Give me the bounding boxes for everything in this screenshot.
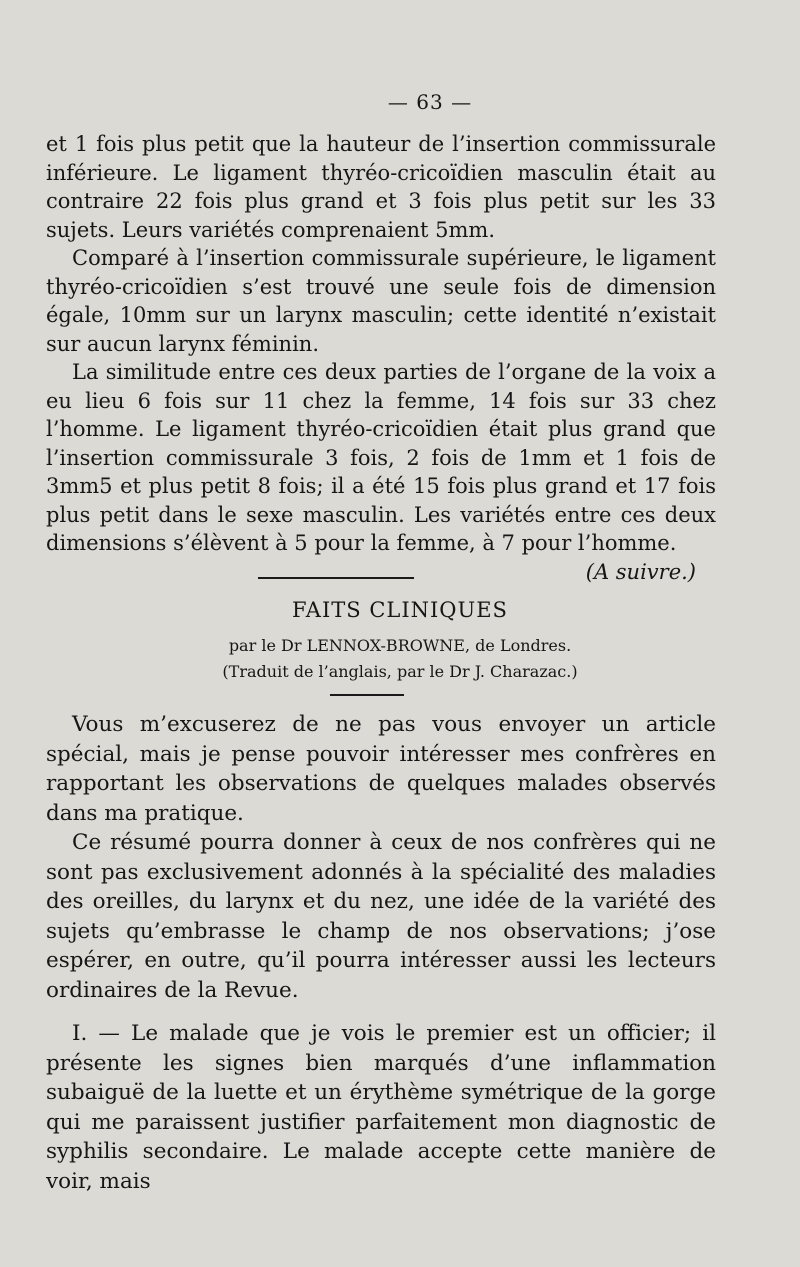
paragraph-2: Comparé à l’insertion commissurale supérieure, le ligament thyréo-cricoïdien s’est trouvé une seule fois de dimension égale, 10mm sur un larynx masculin; cette identité n’existait sur aucun larynx féminin.	[46, 246, 716, 356]
body-text-block	[46, 710, 716, 1196]
paragraph-3: La similitude entre ces deux parties de l’organe de la voix a eu lieu 6 fois sur 11 chez la femme, 14 fois sur 33 chez l’homme. Le ligament thyréo-cricoïdien était plus grand que l’insertion commissurale 3 fois, 2 fois de 1mm et 1 fois de 3mm5 et plus petit 8 fois; il a été 15 fois plus grand et 17 fois plus petit dans le sexe masculin. Les variétés entre ces deux dimensions s’élèvent à 5 pour la femme, à 7 pour l’homme.	[46, 360, 716, 555]
byline-author: par le Dr LENNOX-BROWNE, de Londres.	[228, 636, 572, 655]
section-divider-bottom	[330, 694, 404, 696]
paragraph-5: Ce résumé pourra donner à ceux de nos confrères qui ne sont pas exclusivement adonnés à la spécialité des maladies des oreilles, du larynx et du nez, une idée de la variété des sujets qu’embrasse le champ de nos observations; j’ose espérer, en outre, qu’il pourra intéresser aussi les lecteurs ordinaires de la Revue.	[46, 830, 716, 1003]
page-number: — 63 —	[387, 90, 473, 114]
section-divider-top	[258, 577, 414, 579]
section-title: FAITS CLINIQUES	[292, 598, 508, 622]
top-text-block	[46, 130, 716, 586]
paragraph-6: I. — Le malade que je vois le premier est un officier; il présente les signes bien marqués d’une inflammation subaiguë de la luette et un érythème symétrique de la gorge qui me paraissent justifier parfaitement mon diagnostic de syphilis secondaire. Le malade accepte cette manière de voir, mais	[46, 1021, 716, 1194]
byline-translator: (Traduit de l’anglais, par le Dr J. Charazac.)	[222, 662, 578, 681]
paragraph-4: Vous m’excuserez de ne pas vous envoyer un article spécial, mais je pense pouvoir intéresser mes confrères en rapportant les observations de quelques malades observés dans ma pratique.	[46, 712, 716, 826]
paragraph-1: et 1 fois plus petit que la hauteur de l’insertion commissurale inférieure. Le ligament thyréo-cricoïdien masculin était au contraire 22 fois plus grand et 3 fois plus petit sur les 33 sujets. Leurs variétés comprenaient 5mm.	[46, 132, 716, 242]
a-suivre-note: (A suivre.)	[585, 559, 696, 584]
